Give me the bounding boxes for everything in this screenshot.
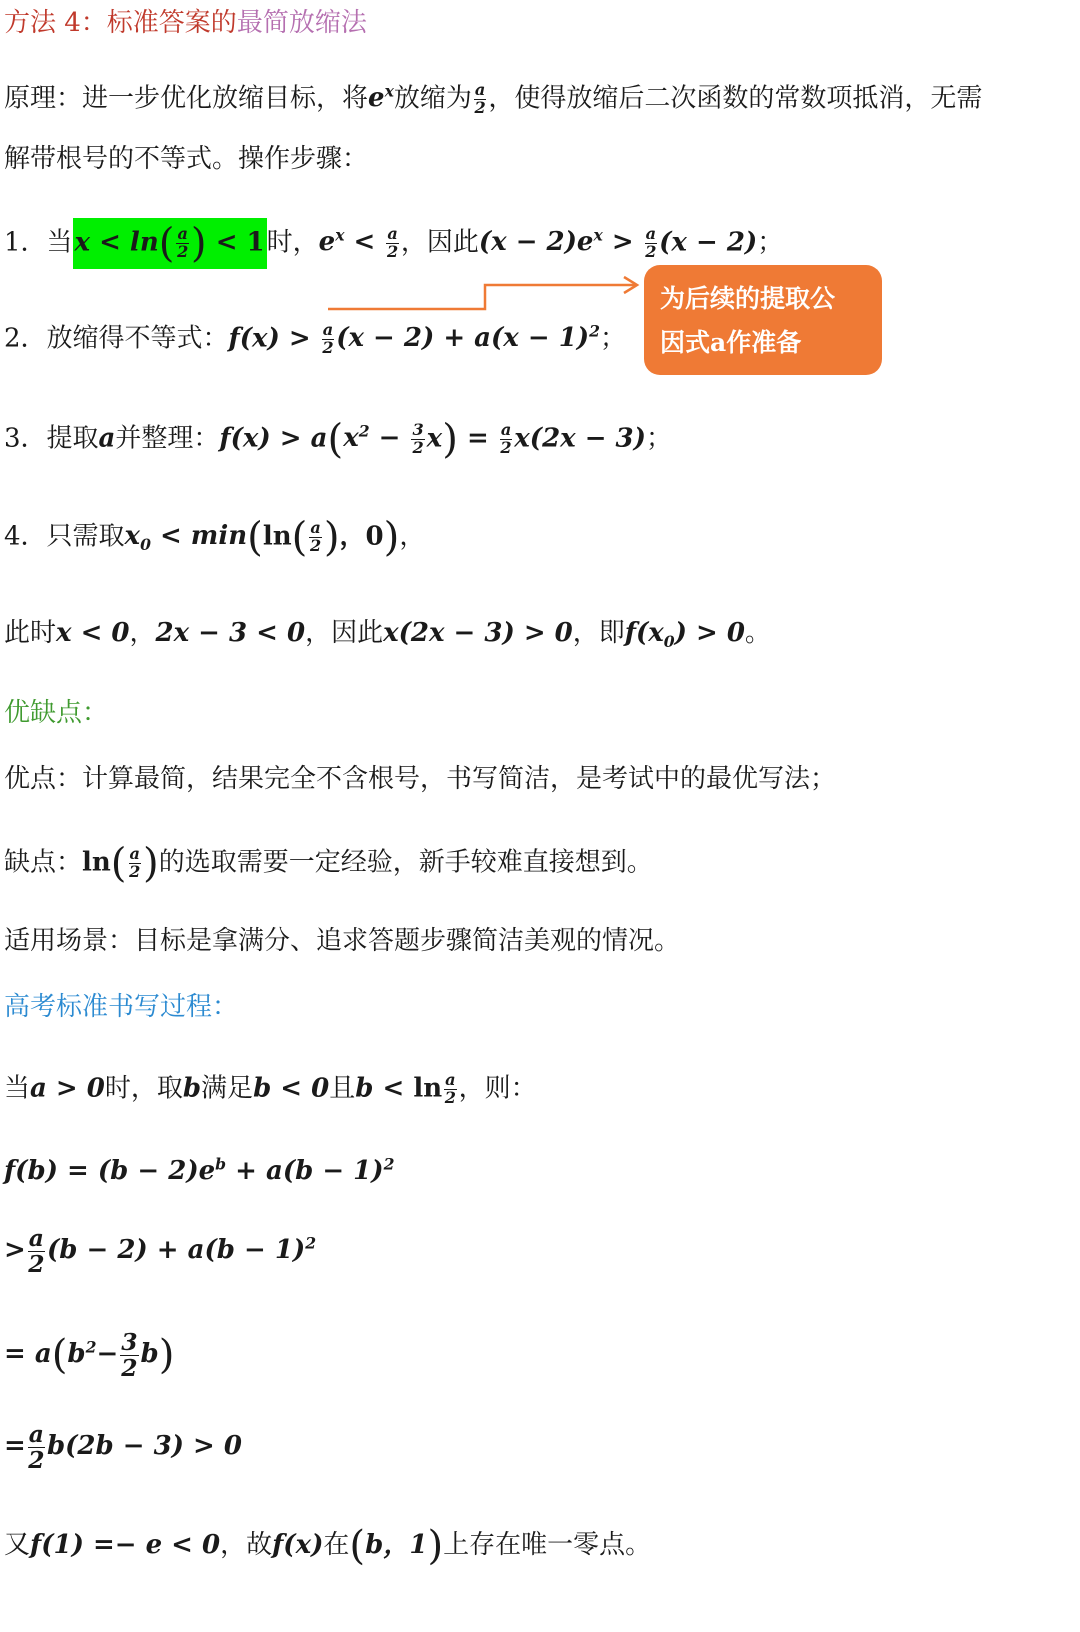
principle-line1: 原理：进一步优化放缩目标，将$e^x$放缩为 $\frac{a}{2}$ ，使得放缩后二次函数的常数项抵消，无需 [4,80,983,117]
highlight-condition: x < ln( $\frac{a}{2}$ ) < 1 [73,218,267,269]
standard-heading: 高考标准书写过程： [4,992,239,1022]
step-1: 1．当x < ln( $\frac{a}{2}$ ) < 1时，$e^x$ < $\frac{a}{2}$ ，因此$(x - 2)e^x$ > $\frac{a}{2}$ (x − 2)； [4,226,783,261]
equation-2: > $\frac{a}{2}$ $(b - 2) + a(b - 1)^2$ [4,1224,317,1278]
step-4: 4．只需取$x_0 < \min(\ln$( $\frac{a}{2}$ )，0)， [4,513,426,561]
equation-3: = $a(b^2-$ $\frac{3}{2}$ b) [4,1328,175,1382]
conclusion-line: 此时x < 0，2x − 3 < 0，因此x(2x − 3) > 0，即$f(x_0) > 0$。 [4,618,771,652]
callout-note: 为后续的提取公 因式a作准备 [644,265,882,375]
pros-line: 优点：计算最简，结果完全不含根号，书写简洁，是考试中的最优写法； [4,764,837,794]
title-part2: 最简放缩法 [236,8,367,38]
final-line: 又f(1) =− e < 0，故f(x)在(b，1)上存在唯一零点。 [4,1522,652,1569]
cons-line: 缺点：ln( $\frac{a}{2}$ )的选取需要一定经验，新手较难直接想到。 [4,839,653,887]
principle-line2: 解带根号的不等式。操作步骤： [4,144,369,174]
step-2: 2．放缩得不等式：f(x) > $\frac{a}{2}$ $(x - 2) + a(x - 1)^2$； [4,320,626,357]
pros-cons-heading: 优缺点： [4,698,109,728]
equation-4: = $\frac{a}{2}$ b(2b − 3) > 0 [4,1420,242,1474]
step-3: 3．提取a并整理：$f(x) > a(x^2$ − $\frac{3}{2}$ x) = $\frac{a}{2}$ x(2x − 3)； [4,415,672,463]
equation-1: $f(b) = (b - 2)e^b + a(b - 1)^2$ [4,1154,395,1186]
standard-condition: 当a > 0时，取b满足b < 0且b < ln $\frac{a}{2}$ ，则： [4,1070,537,1107]
scenario-line: 适用场景：目标是拿满分、追求答题步骤简洁美观的情况。 [4,926,681,956]
title-part1: 方法 4：标准答案的 [4,8,237,38]
